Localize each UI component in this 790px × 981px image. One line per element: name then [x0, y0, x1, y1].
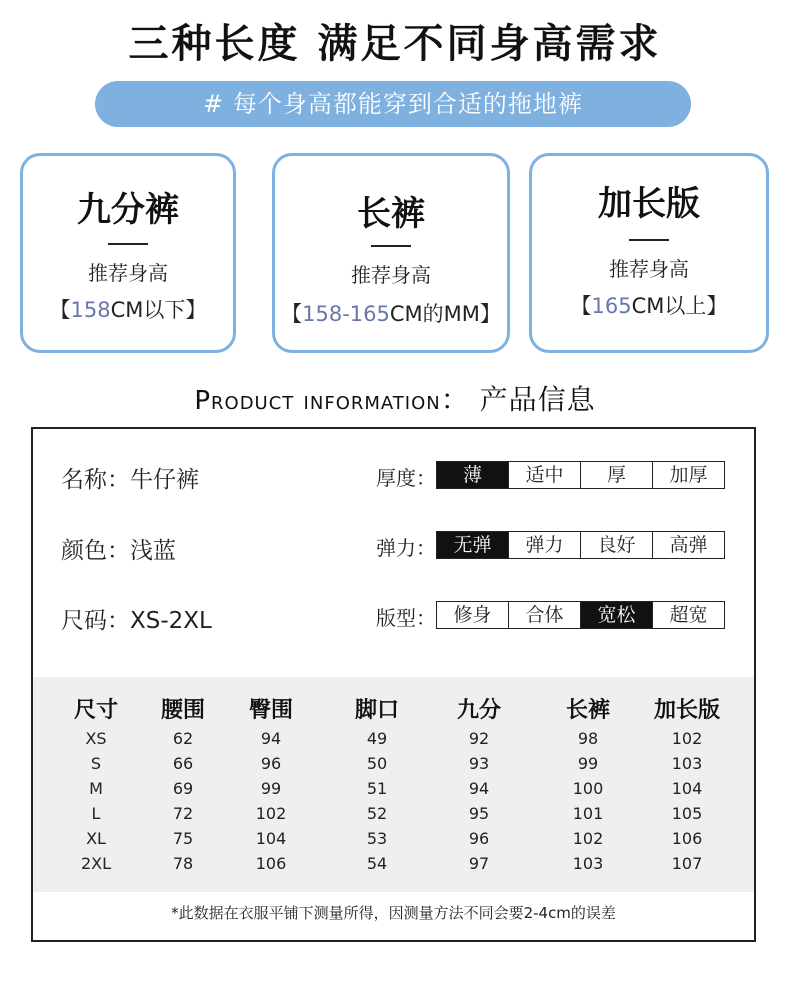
table-cell: 94: [468, 779, 490, 798]
scale-option: 弹力: [508, 532, 580, 558]
table-cell: 103: [671, 754, 703, 773]
scale-option: 高弹: [652, 532, 724, 558]
attr-value: 牛仔裤: [130, 467, 199, 493]
table-cell: 66: [172, 754, 194, 773]
attr-value: 浅蓝: [130, 538, 176, 564]
table-header: 尺寸: [73, 698, 118, 723]
length-card-long: [272, 153, 510, 353]
product-info-panel: [31, 427, 756, 942]
scale-option: 良好: [580, 532, 652, 558]
length-card-cropped: [20, 153, 236, 353]
table-cell: 75: [172, 829, 194, 848]
scale-option: 修身: [453, 604, 492, 626]
table-cell: 69: [172, 779, 194, 798]
table-cell: 102: [572, 829, 604, 848]
table-header: 脚口: [354, 698, 399, 723]
scale-option: 无弹: [437, 532, 508, 558]
height-range: [532, 290, 766, 320]
card-divider: [108, 243, 148, 245]
table-row-size: M: [89, 779, 103, 798]
table-cell: 94: [260, 729, 282, 748]
height-range: [275, 298, 507, 328]
table-cell: 54: [366, 854, 388, 873]
table-cell: 93: [468, 754, 490, 773]
bracket-open: 【: [49, 298, 71, 322]
table-cell: 107: [671, 854, 703, 873]
height-number: 165: [591, 294, 632, 318]
table-cell: 96: [260, 754, 282, 773]
scale-label-fit: 版型：: [376, 606, 436, 630]
table-header: 腰围: [160, 698, 205, 723]
table-cell: 52: [366, 804, 388, 823]
table-cell: 102: [671, 729, 703, 748]
attr-label: 尺码：: [61, 608, 130, 634]
table-header: 长裤: [565, 698, 610, 723]
attr-value: XS-2XL: [130, 608, 212, 634]
scale-option: 超宽: [652, 602, 724, 628]
scale-fit: [436, 601, 725, 629]
table-cell: 50: [366, 754, 388, 773]
table-cell: 103: [572, 854, 604, 873]
headline: 三种长度 满足不同身高需求: [128, 21, 662, 67]
scale-option: 薄: [437, 462, 508, 488]
table-row-size: S: [90, 754, 102, 773]
card-divider: [371, 245, 411, 247]
scale-option: 宽松: [580, 602, 652, 628]
scale-thickness: [436, 461, 725, 489]
bracket-close: 】: [479, 302, 501, 326]
table-cell: 99: [260, 779, 282, 798]
table-cell: 106: [671, 829, 703, 848]
section-title-en: Product information: [194, 386, 441, 416]
card-title: 加长版: [598, 184, 700, 224]
attr-color: [61, 532, 176, 565]
height-unit: CM的MM: [389, 302, 480, 326]
table-cell: 97: [468, 854, 490, 873]
table-cell: 95: [468, 804, 490, 823]
height-range: [23, 294, 233, 324]
card-subtitle: 推荐身高: [351, 263, 431, 287]
scale-option: 加厚: [652, 462, 724, 488]
table-header: 九分: [456, 698, 501, 723]
card-title: 九分裤: [77, 190, 179, 230]
section-title-cn: ： 产品信息: [440, 383, 596, 416]
table-row-size: L: [91, 804, 101, 823]
table-cell: 101: [572, 804, 604, 823]
attr-label: 名称：: [61, 467, 130, 493]
card-divider: [629, 239, 669, 241]
card-title: 长裤: [357, 194, 425, 234]
bracket-open: 【: [281, 302, 303, 326]
table-cell: 78: [172, 854, 194, 873]
table-row-size: XL: [86, 829, 106, 848]
attr-name: [61, 461, 199, 494]
table-cell: 100: [572, 779, 604, 798]
table-cell: 51: [366, 779, 388, 798]
table-cell: 96: [468, 829, 490, 848]
table-cell: 98: [577, 729, 599, 748]
table-header: 加长版: [653, 698, 720, 723]
height-number: 158: [70, 298, 111, 322]
section-title: [0, 378, 790, 418]
subtitle-banner: # 每个身高都能穿到合适的拖地裤: [95, 81, 691, 127]
table-cell: 62: [172, 729, 194, 748]
height-unit: CM以上: [631, 294, 707, 318]
table-cell: 104: [255, 829, 287, 848]
table-cell: 72: [172, 804, 194, 823]
table-cell: 92: [468, 729, 490, 748]
scale-label-thickness: 厚度：: [376, 466, 436, 490]
bracket-open: 【: [570, 294, 592, 318]
table-cell: 99: [577, 754, 599, 773]
attr-size: [61, 602, 212, 635]
table-row-size: XS: [85, 729, 107, 748]
table-cell: 104: [671, 779, 703, 798]
table-row-size: 2XL: [80, 854, 112, 873]
measurement-note: *此数据在衣服平铺下测量所得，因测量方法不同会要2-4cm的误差: [171, 904, 616, 922]
table-cell: 102: [255, 804, 287, 823]
height-number: 158-165: [302, 302, 390, 326]
table-cell: 105: [671, 804, 703, 823]
table-header: 臀围: [248, 698, 293, 723]
table-cell: 53: [366, 829, 388, 848]
table-cell: 106: [255, 854, 287, 873]
bracket-close: 】: [185, 298, 207, 322]
bracket-close: 】: [706, 294, 728, 318]
scale-option: 适中: [508, 462, 580, 488]
table-cell: 49: [366, 729, 388, 748]
scale-option: 合体: [508, 602, 580, 628]
scale-elasticity: [436, 531, 725, 559]
length-card-extended: [529, 153, 769, 353]
card-subtitle: 推荐身高: [88, 261, 168, 285]
height-unit: CM以下: [110, 298, 186, 322]
scale-label-elasticity: 弹力：: [376, 536, 436, 560]
attr-label: 颜色：: [61, 538, 130, 564]
card-subtitle: 推荐身高: [609, 257, 689, 281]
scale-option: 厚: [580, 462, 652, 488]
